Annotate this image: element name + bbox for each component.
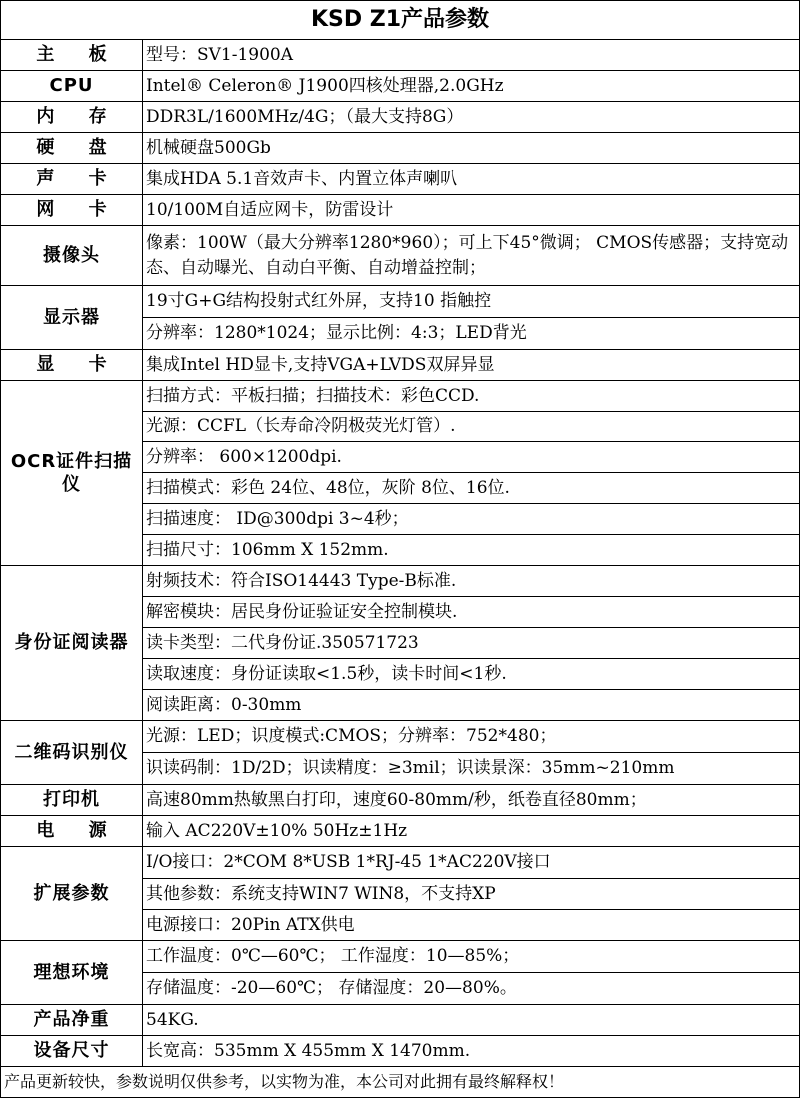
page-title: KSD Z1产品参数 — [1, 1, 800, 40]
spec-value: 分辨率： 600×1200dpi. — [143, 442, 800, 473]
spec-value: 扫描速度： ID@300dpi 3~4秒； — [143, 504, 800, 535]
spec-row — [1, 1036, 800, 1067]
spec-value: 电源接口：20Pin ATX供电 — [143, 910, 800, 941]
footer-disclaimer: 产品更新较快，参数说明仅供参考，以实物为准，本公司对此拥有最终解释权！ — [1, 1067, 800, 1098]
spec-value: 型号：SV1-1900A — [143, 40, 800, 71]
title-row — [1, 1, 800, 40]
spec-value: 工作温度：0℃—60℃； 工作湿度：10—85%； — [143, 941, 800, 973]
spec-label-dimensions: 设备尺寸 — [1, 1036, 143, 1067]
spec-value: 阅读距离：0-30mm — [143, 690, 800, 721]
spec-row — [1, 816, 800, 847]
spec-value: 光源：LED；识度模式:CMOS；分辨率：752*480； — [143, 721, 800, 753]
spec-value: 扫描方式：平板扫描；扫描技术：彩色CCD. — [143, 381, 800, 412]
spec-row — [1, 381, 800, 412]
footer-row — [1, 1067, 800, 1098]
spec-value: 射频技术：符合ISO14443 Type-B标准. — [143, 566, 800, 597]
spec-label-qr-code-reader: 二维码识别仪 — [1, 721, 143, 785]
spec-value: 像素：100W（最大分辨率1280*960）；可上下45°微调； CMOS传感器；支持宽动态、自动曝光、自动白平衡、自动增益控制； — [143, 226, 800, 286]
spec-label-expansion: 扩展参数 — [1, 847, 143, 941]
spec-value: I/O接口：2*COM 8*USB 1*RJ-45 1*AC220V接口 — [143, 847, 800, 879]
spec-table-body — [1, 1, 800, 1098]
spec-value: 扫描尺寸：106mm X 152mm. — [143, 535, 800, 566]
spec-row — [1, 226, 800, 286]
spec-row — [1, 102, 800, 133]
spec-row — [1, 195, 800, 226]
spec-row — [1, 350, 800, 381]
spec-value: 解密模块：居民身份证验证安全控制模块. — [143, 597, 800, 628]
spec-label-display: 显示器 — [1, 286, 143, 350]
spec-row — [1, 133, 800, 164]
spec-value: DDR3L/1600MHz/4G；（最大支持8G） — [143, 102, 800, 133]
spec-label-power: 电 源 — [1, 816, 143, 847]
spec-value: 读取速度：身份证读取<1.5秒，读卡时间<1秒. — [143, 659, 800, 690]
spec-value: 集成HDA 5.1音效声卡、内置立体声喇叭 — [143, 164, 800, 195]
spec-label-ocr-scanner: OCR证件扫描仪 — [1, 381, 143, 566]
spec-row — [1, 286, 800, 318]
spec-value: 10/100M自适应网卡，防雷设计 — [143, 195, 800, 226]
spec-label-cpu: CPU — [1, 71, 143, 102]
spec-label-graphics-card: 显 卡 — [1, 350, 143, 381]
spec-label-camera: 摄像头 — [1, 226, 143, 286]
spec-label-mainboard: 主 板 — [1, 40, 143, 71]
spec-value: 扫描模式：彩色 24位、48位，灰阶 8位、16位. — [143, 473, 800, 504]
spec-row — [1, 941, 800, 973]
spec-label-network-card: 网 卡 — [1, 195, 143, 226]
spec-label-sound-card: 声 卡 — [1, 164, 143, 195]
spec-value: 光源：CCFL（长寿命冷阴极荧光灯管）. — [143, 412, 800, 442]
spec-row — [1, 721, 800, 753]
spec-value: 机械硬盘500Gb — [143, 133, 800, 164]
spec-value: 识读码制：1D/2D；识读精度：≥3mil；识读景深：35mm~210mm — [143, 753, 800, 785]
spec-row — [1, 164, 800, 195]
spec-row — [1, 1005, 800, 1036]
spec-value: 19寸G+G结构投射式红外屏，支持10 指触控 — [143, 286, 800, 318]
spec-label-environment: 理想环境 — [1, 941, 143, 1005]
spec-row — [1, 847, 800, 879]
spec-value: 长宽高：535mm X 455mm X 1470mm. — [143, 1036, 800, 1067]
spec-label-hard-disk: 硬 盘 — [1, 133, 143, 164]
spec-row — [1, 40, 800, 71]
spec-value: 输入 AC220V±10% 50Hz±1Hz — [143, 816, 800, 847]
spec-value: 存储温度：-20—60℃； 存储湿度：20—80%。 — [143, 973, 800, 1005]
spec-value: 分辨率：1280*1024；显示比例：4:3；LED背光 — [143, 318, 800, 350]
spec-row — [1, 566, 800, 597]
spec-label-id-card-reader: 身份证阅读器 — [1, 566, 143, 721]
spec-label-memory: 内 存 — [1, 102, 143, 133]
spec-value: 其他参数：系统支持WIN7 WIN8，不支持XP — [143, 879, 800, 910]
spec-label-net-weight: 产品净重 — [1, 1005, 143, 1036]
spec-value: 读卡类型：二代身份证.350571723 — [143, 628, 800, 659]
spec-value: 高速80mm热敏黑白打印，速度60-80mm/秒，纸卷直径80mm； — [143, 785, 800, 816]
spec-value: 集成Intel HD显卡,支持VGA+LVDS双屏异显 — [143, 350, 800, 381]
spec-row — [1, 785, 800, 816]
spec-row — [1, 71, 800, 102]
spec-value: Intel® Celeron® J1900四核处理器,2.0GHz — [143, 71, 800, 102]
spec-value: 54KG. — [143, 1005, 800, 1036]
spec-label-printer: 打印机 — [1, 785, 143, 816]
